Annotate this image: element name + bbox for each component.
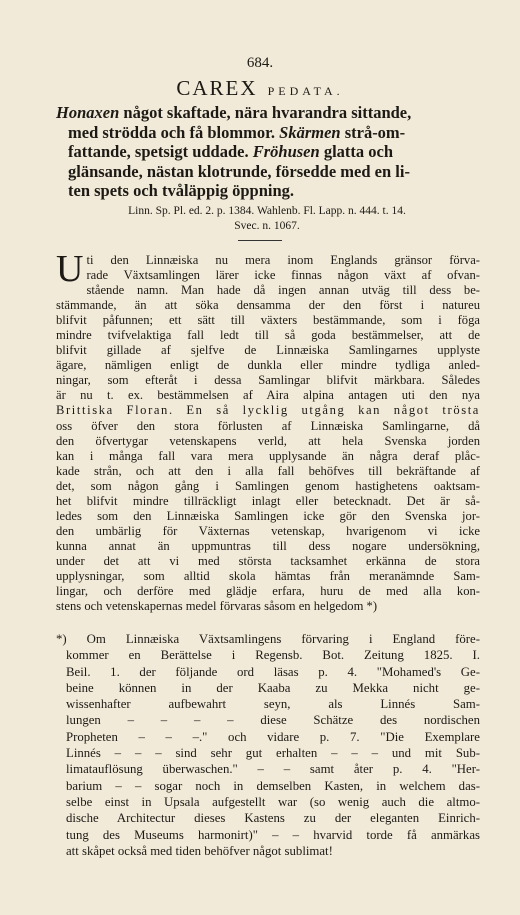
footnote-line: att skåpet också med tiden behöfver något sublimat! [66, 843, 333, 858]
description-line: Honaxen något skaftade, nära hvarandra sittande, [56, 103, 412, 122]
text-line: ledes som den Linnæiska Samlingen icke gör den Svenska jor- [56, 508, 480, 523]
divider-rule [238, 240, 282, 241]
footnote-line: beine können in der Kaaba zu Mekka nicht ge- [66, 680, 480, 695]
text-line: är nu t. ex. bestämmelsen af Aira alpina antagen uti den nya [56, 388, 480, 403]
text-line: mindre tvifvelaktiga fall ledt till så goda bestämmelser, att de [56, 328, 480, 343]
description-line: glänsande, nästan klotrunde, försedde med en li- [68, 161, 410, 181]
page-number: 684. [246, 55, 274, 71]
footnote-line: kommer en Berättelse i Regensb. Bot. Zeitung 1825. I. [66, 648, 480, 663]
footnote-line: tung des Museums harmonirt)" – – hvarvid torde få anmärkas [66, 827, 480, 842]
text-line: blifvit gillade af sjelfve de Linnæiska Samlingarnes upplyste [56, 343, 480, 358]
footnote-line: Beil. 1. der följande ord läsas p. 4. "Mohamed's Ge- [66, 664, 480, 679]
footnote-line: dische Architectur dieses Kastens zu der eleganten Einrich- [66, 811, 480, 826]
text-line: under det att vi med största tacksamhet erkänna de stora [56, 553, 480, 568]
footnote [56, 631, 480, 859]
text-line: kunna annat än uppmuntras till dess nogare undersökning, [56, 538, 480, 553]
footnote-line: selbe einst in Upsala aufgestellt war (so wenig auch die altmo- [66, 794, 480, 809]
description-line: med strödda och få blommor. Skärmen strå-om- [68, 122, 406, 142]
text-line: Brittiska Floran. En så lycklig utgång kan något trösta [56, 403, 480, 418]
description-line: ten spets och tvåläppig öppning. [68, 181, 295, 201]
text-line: den öfvertygar vetenskapens verld, att hela Svenska jorden [56, 433, 480, 448]
species-title [0, 76, 520, 101]
text-line: stens och vetenskapernas medel förvaras såsom en helgedom *) [56, 599, 378, 614]
literature-reference: Svec. n. 1067. [234, 220, 300, 232]
footnote-line: barium – – sogar noch in demselben Kasten, in welchem das- [66, 778, 480, 793]
text-line: stämmande, än att söka densamma der den först i natureu [56, 298, 480, 313]
drop-cap: U [56, 248, 84, 290]
text-line: kan i många fall vara mera upplysande än några deraf plåc- [56, 448, 480, 463]
species-epithet: PEDATA. [267, 84, 344, 98]
text-line: het blifvit mindre tillräckligt inlagt eller betecknadt. Det är så- [56, 493, 480, 508]
footnote-line: Linnés – – – sind sehr gut erhalten – – – und mit Sub- [66, 746, 480, 761]
text-line: stående namn. Man hade då ingen annan utväg till dess be- [86, 283, 480, 298]
footnote-line: Propheten – – –." och vidare p. 7. "Die Exemplare [66, 729, 480, 744]
footnote-line: limatauflösung überwaschen." – – samt åter p. 4. "Her- [66, 762, 480, 777]
text-line: rade Växtsamlingen lärer icke finnas någon växt af ofvan- [86, 268, 480, 283]
text-line: lingar, och derföre med glädje erfara, huru de med alla kon- [56, 584, 480, 599]
text-line: det, som någon gång i Samlingen genom hastighetens oaktsam- [56, 478, 480, 493]
footnote-line: *) Om Linnæiska Växtsamlingens förvaring i England före- [56, 632, 480, 646]
text-line: den umbärlig för Växternas vetenskap, hvarigenom vi icke [56, 523, 480, 538]
description-line: fattande, spetsigt uddade. Fröhusen glatta och [68, 142, 394, 162]
text-line: ägare, nämligen enligt de dunkla eller mindre tydliga anled- [56, 358, 480, 373]
text-line: ti den Linnæiska nu mera inom Englands gränsor förva- [86, 253, 480, 267]
species-description [56, 103, 478, 201]
text-line: oss öfver den stora förlusten af Linnæiska Samlingarne, då [56, 418, 480, 433]
footnote-line: wissenhafter aufbewahrt seyn, als Linnés Sam- [66, 697, 480, 712]
genus-name: CAREX [176, 76, 258, 100]
text-line: upplysningar, som alltid skola hämtas från meranämnde Sam- [56, 568, 480, 583]
main-text [56, 248, 480, 614]
text-line: ningar, som efteråt i dessa Samlingar blifvit märkbara. Således [56, 373, 480, 388]
text-line: blifvit påfunnen; ett sätt till växters bestämmande, som i föga [56, 313, 480, 328]
footnote-line: lungen – – – – diese Schätze des nordischen [66, 713, 480, 728]
text-line: kade strån, och att den i alla fall behöfves till bekräftande af [56, 463, 480, 478]
literature-reference: Linn. Sp. Pl. ed. 2. p. 1384. Wahlenb. Fl. Lapp. n. 444. t. 14. [128, 205, 406, 217]
